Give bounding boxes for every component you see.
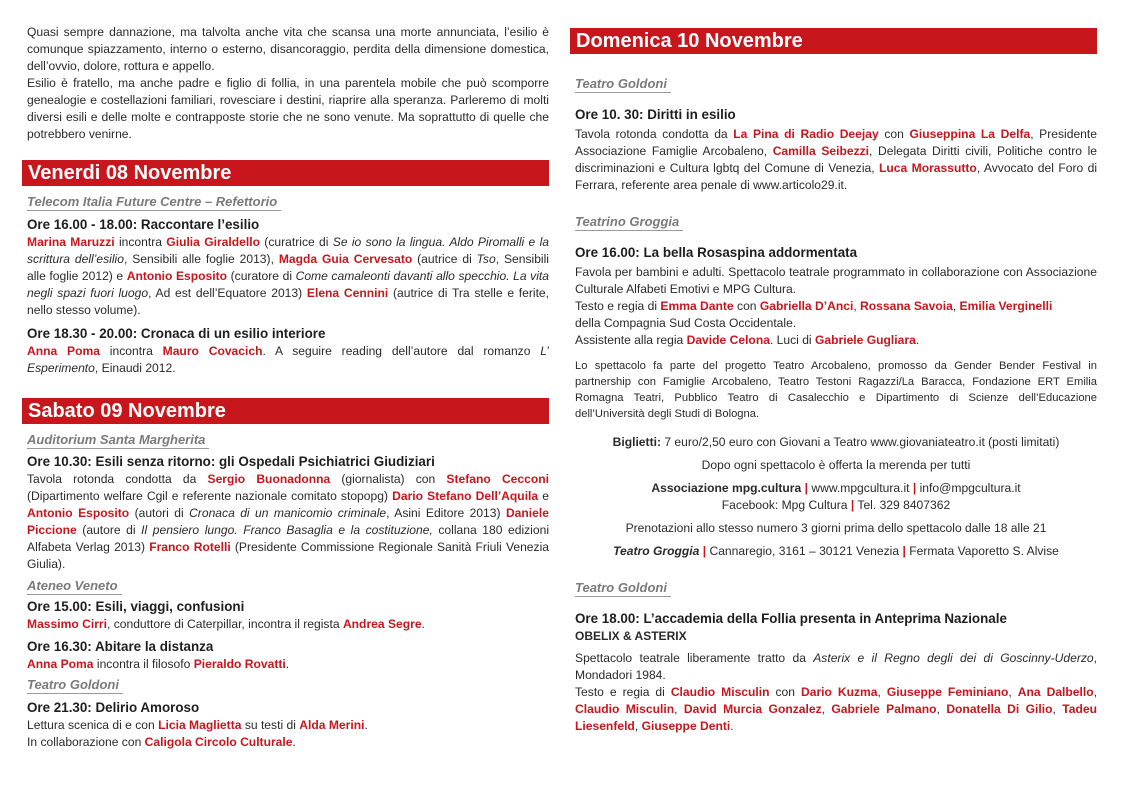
- text: .: [285, 657, 290, 671]
- separator: |: [702, 544, 707, 558]
- text: .: [292, 735, 296, 749]
- event-subtitle: OBELIX & ASTERIX: [575, 629, 687, 643]
- event-title: Ore 10. 30: Diritti in esilio: [575, 107, 736, 122]
- separator: |: [902, 544, 906, 558]
- text: ,: [1093, 685, 1097, 699]
- person-name: Andrea Segre: [342, 617, 422, 631]
- text: con: [878, 127, 910, 141]
- person-name: Sergio Buonadonna: [207, 472, 331, 486]
- person-name: Elena Cennini: [306, 286, 389, 300]
- person-name: Magda Guia Cervesato: [278, 252, 413, 266]
- text: , Mondadori 1984.: [575, 651, 1097, 682]
- venue-label: Auditorium Santa Margherita: [27, 431, 209, 449]
- person-name: Giuseppe Feminiano: [886, 685, 1009, 699]
- address-line: [575, 543, 1097, 560]
- text: (Dipartimento welfare Cgil e referente nazionale comitato stopopg): [27, 489, 393, 503]
- text: e: [538, 489, 549, 503]
- address: Cannaregio, 3161 – 30121 Venezia: [706, 544, 903, 558]
- text: (autrice di Tra stelle e ferite, nello stesso volume).: [27, 286, 550, 317]
- text: , Avvocato del Foro di Ferrara, referente area penale di www.articolo29.it.: [575, 161, 1098, 192]
- event-description: [575, 684, 1097, 735]
- venue-label: Teatro Goldoni: [575, 75, 671, 93]
- separator: |: [804, 481, 808, 495]
- text: ,: [936, 702, 947, 716]
- text: ,: [1052, 702, 1063, 716]
- person-name: Gabriele Palmano: [831, 702, 937, 716]
- text: (curatore di: [227, 269, 296, 283]
- event-description: [27, 717, 549, 734]
- text: (giornalista) con: [330, 472, 447, 486]
- event-description: [27, 616, 549, 633]
- event-title: Ore 18.30 - 20.00: Cronaca di un esilio interiore: [27, 326, 326, 341]
- person-name: Giulia Giraldello: [166, 235, 260, 249]
- book-title: Cronaca di un manicomio criminale: [189, 506, 387, 520]
- tickets-label: Biglietti:: [612, 435, 661, 449]
- event-description: [27, 471, 549, 573]
- person-name: Gabriele Gugliara: [814, 333, 916, 347]
- text: ,: [674, 702, 684, 716]
- venue-label: Teatro Goldoni: [575, 579, 671, 597]
- book-title: Il pensiero lungo. Franco Basaglia e la costituzione,: [141, 523, 433, 537]
- text: ,: [877, 685, 887, 699]
- text: , Sensibili alle foglie 2013),: [123, 252, 279, 266]
- book-title: Se io sono la lingua. Aldo Piromalli e la scrittura dell’esilio: [27, 235, 549, 266]
- day-banner-label: Venerdi 08 Novembre: [28, 162, 232, 184]
- text: Assistente alla regia: [575, 333, 687, 347]
- event-description: [575, 126, 1097, 194]
- person-name: Giuseppe Denti: [641, 719, 731, 733]
- text: ,: [853, 299, 861, 313]
- person-name: Licia Maglietta: [158, 718, 242, 732]
- day-banner-label: Sabato 09 Novembre: [28, 400, 226, 422]
- association-name: Associazione mpg.cultura: [651, 481, 802, 495]
- person-name: Emilia Verginelli: [959, 299, 1053, 313]
- text: .: [915, 333, 920, 347]
- event-description: [575, 650, 1097, 684]
- person-name: Davide Celona: [686, 333, 770, 347]
- person-name: Massimo Cirri: [27, 617, 107, 631]
- separator: |: [850, 498, 855, 512]
- text: Lettura scenica di e con: [27, 718, 159, 732]
- website: www.mpgcultura.it: [808, 481, 913, 495]
- text: Tavola rotonda condotta da: [27, 472, 208, 486]
- person-name: Claudio Misculin: [670, 685, 770, 699]
- event-title: Ore 21.30: Delirio Amoroso: [27, 700, 200, 715]
- text: incontra: [99, 344, 163, 358]
- tickets-line: [575, 434, 1097, 451]
- day-banner: [22, 160, 549, 186]
- organization-name: Caligola Circolo Culturale: [144, 735, 293, 749]
- text: Testo e regia di: [575, 299, 661, 313]
- event-title: Ore 16.00 - 18.00: Raccontare l’esilio: [27, 217, 260, 232]
- person-name: Donatella Di Gilio: [946, 702, 1053, 716]
- text: . A seguire reading dell’autore dal romanzo: [262, 344, 541, 358]
- text: collana 180 edizioni Alfabeta Verlag 2013): [27, 523, 550, 554]
- saturday-section: [27, 398, 549, 751]
- text: incontra il filosofo: [93, 657, 194, 671]
- person-name: Anna Poma: [27, 344, 100, 358]
- person-name: Mauro Covacich: [162, 344, 263, 358]
- text: , Einaudi 2012.: [94, 361, 176, 375]
- person-name: Emma Dante: [660, 299, 734, 313]
- contact-line: [575, 497, 1097, 514]
- intro-text: [27, 24, 549, 143]
- person-name: Franco Rotelli: [149, 540, 231, 554]
- text: (Presidente Commissione Regionale Sanità Friuli Venezia Giulia).: [27, 540, 549, 571]
- text: ,: [821, 702, 832, 716]
- text: Testo e regia di: [575, 685, 671, 699]
- event-description: della Compagnia Sud Costa Occidentale.: [575, 316, 797, 330]
- friday-section: [27, 160, 549, 377]
- intro-paragraph: Quasi sempre dannazione, ma talvolta anche vita che scansa una morte annunciata, l’esilio è comunque spiazzamento, interno o esterno, disancoraggio, perdita della dimensione domestica, dell’ovvio, dolore, rottura e appello.: [27, 25, 549, 73]
- text: .: [364, 718, 368, 732]
- person-name: Ana Dalbello: [1017, 685, 1094, 699]
- info-box: [575, 434, 1097, 560]
- person-name: David Murcia Gonzalez: [683, 702, 822, 716]
- text: con: [769, 685, 801, 699]
- association-line: [575, 480, 1097, 497]
- person-name: Dario Stefano Dell’Aquila: [392, 489, 539, 503]
- person-name: Tadeu Liesenfeld: [575, 702, 1097, 733]
- venue-label: Teatro Goldoni: [27, 676, 123, 694]
- text: , Asini Editore 2013): [386, 506, 506, 520]
- event-title: Ore 10.30: Esili senza ritorno: gli Ospedali Psichiatrici Giudiziari: [27, 454, 435, 469]
- event-title: Ore 16.30: Abitare la distanza: [27, 639, 214, 654]
- day-banner: [22, 398, 549, 424]
- person-name: Dario Kuzma: [800, 685, 878, 699]
- text: .: [421, 617, 425, 631]
- event-description: [27, 234, 549, 319]
- text: , Delegata Diritti civili, Politiche contro le discriminazioni e Cultura lgbtq del Comune di Venezia,: [575, 144, 1097, 175]
- merenda-line: Dopo ogni spettacolo è offerta la merenda per tutti: [701, 458, 971, 472]
- event-title: Ore 18.00: L’accademia della Follia presenta in Anteprima Nazionale: [575, 611, 1007, 626]
- text: , Presidente Associazione Famiglie Arcobaleno,: [575, 127, 1097, 158]
- person-name: Pieraldo Rovatti: [193, 657, 286, 671]
- text: , Ad est dell’Equatore 2013): [148, 286, 307, 300]
- phone: Tel. 329 8407362: [854, 498, 951, 512]
- person-name: Giuseppina La Delfa: [909, 127, 1031, 141]
- text: (autore di: [76, 523, 142, 537]
- intro-paragraph: Esilio è fratello, ma anche padre e figlio di follia, in una parentela mobile che può scomporre genealogie e costellazioni familiari, rovesciare i destini, riaprire alla speranza. Parleremo di molti diversi esili e delle molte e contrapposte storie che ne sono venute. Ma soprattutto di quelle che potrebbero venirne.: [27, 76, 549, 141]
- event-description: [27, 343, 549, 377]
- person-name: Alda Merini: [299, 718, 365, 732]
- person-name: Camilla Seibezzi: [772, 144, 870, 158]
- text: ,: [952, 299, 960, 313]
- book-title: Asterix e il Regno degli dei di Goscinny-Uderzo: [813, 651, 1094, 665]
- venue-label: Teatrino Groggia: [575, 213, 683, 231]
- facebook: Facebook: Mpg Cultura: [721, 498, 851, 512]
- venue-label: Telecom Italia Future Centre – Refettorio: [27, 193, 281, 211]
- text: (autrice di: [412, 252, 477, 266]
- text: su testi di: [241, 718, 300, 732]
- text: Spettacolo teatrale liberamente tratto da: [575, 651, 814, 665]
- venue-label: Ateneo Veneto: [27, 577, 122, 595]
- book-title: L’ Esperimento: [27, 344, 549, 375]
- text: . Luci di: [769, 333, 815, 347]
- person-name: Rossana Savoia: [860, 299, 953, 313]
- email: info@mpgcultura.it: [916, 481, 1021, 495]
- person-name: Anna Poma: [27, 657, 94, 671]
- day-banner-label: Domenica 10 Novembre: [576, 30, 803, 52]
- text: ,: [634, 719, 642, 733]
- person-name: Daniele Piccione: [27, 506, 549, 537]
- text: , Sensibili alle foglie 2012) e: [27, 252, 549, 283]
- person-name: Luca Morassutto: [879, 161, 977, 175]
- text: con: [733, 299, 760, 313]
- person-name: Gabriella D’Anci: [759, 299, 854, 313]
- person-name: La Pina di Radio Deejay: [733, 127, 879, 141]
- sunday-section: [575, 28, 1097, 735]
- person-name: Stefano Cecconi: [446, 472, 549, 486]
- book-title: Come camaleonti davanti allo specchio. La vita negli spazi fuori luogo: [27, 269, 549, 300]
- text: (curatrice di: [260, 235, 333, 249]
- book-title: Tso: [476, 252, 496, 266]
- text: Tavola rotonda condotta da: [575, 127, 734, 141]
- person-name: Antonio Esposito: [27, 506, 130, 520]
- event-title: Ore 16.00: La bella Rosaspina addormentata: [575, 245, 858, 260]
- text: .: [730, 719, 734, 733]
- text: , conduttore di Caterpillar, incontra il regista: [106, 617, 343, 631]
- person-name: Claudio Misculin: [575, 702, 675, 716]
- text: incontra: [114, 235, 167, 249]
- text: 7 euro/2,50 euro con Giovani a Teatro www.giovaniateatro.it (posti limitati): [660, 435, 1060, 449]
- event-title: Ore 15.00: Esili, viaggi, confusioni: [27, 599, 245, 614]
- event-description: [27, 656, 549, 673]
- separator: |: [912, 481, 917, 495]
- text: ,: [1008, 685, 1018, 699]
- person-name: Marina Maruzzi: [27, 235, 115, 249]
- event-description: [575, 298, 1097, 315]
- event-description: Favola per bambini e adulti. Spettacolo teatrale programmato in collaborazione con Associazione Culturale Alfabeti Emotivi e MPG Cultura.: [575, 265, 1097, 296]
- booking-line: Prenotazioni allo stesso numero 3 giorni prima dello spettacolo dalle 18 alle 21: [625, 521, 1047, 535]
- project-note: Lo spettacolo fa parte del progetto Teatro Arcobaleno, promosso da Gender Bender Festival in partnership con Famiglie Arcobaleno, Teatro Testoni Ragazzi/La Baracca, Fondazione ERT Emilia Romagna Teatri, Pubblico Teatro di Casalecchio e Dipartimento di Scienze dell’Educazione dell’Università degli Studi di Bologna.: [575, 360, 1097, 420]
- event-description: [575, 332, 1097, 349]
- person-name: Antonio Esposito: [126, 269, 228, 283]
- theatre-name: Teatro Groggia: [613, 544, 700, 558]
- text: (autori di: [129, 506, 190, 520]
- text: In collaborazione con: [27, 735, 145, 749]
- day-banner: [570, 28, 1097, 54]
- stop: Fermata Vaporetto S. Alvise: [905, 544, 1059, 558]
- event-description: [27, 734, 549, 751]
